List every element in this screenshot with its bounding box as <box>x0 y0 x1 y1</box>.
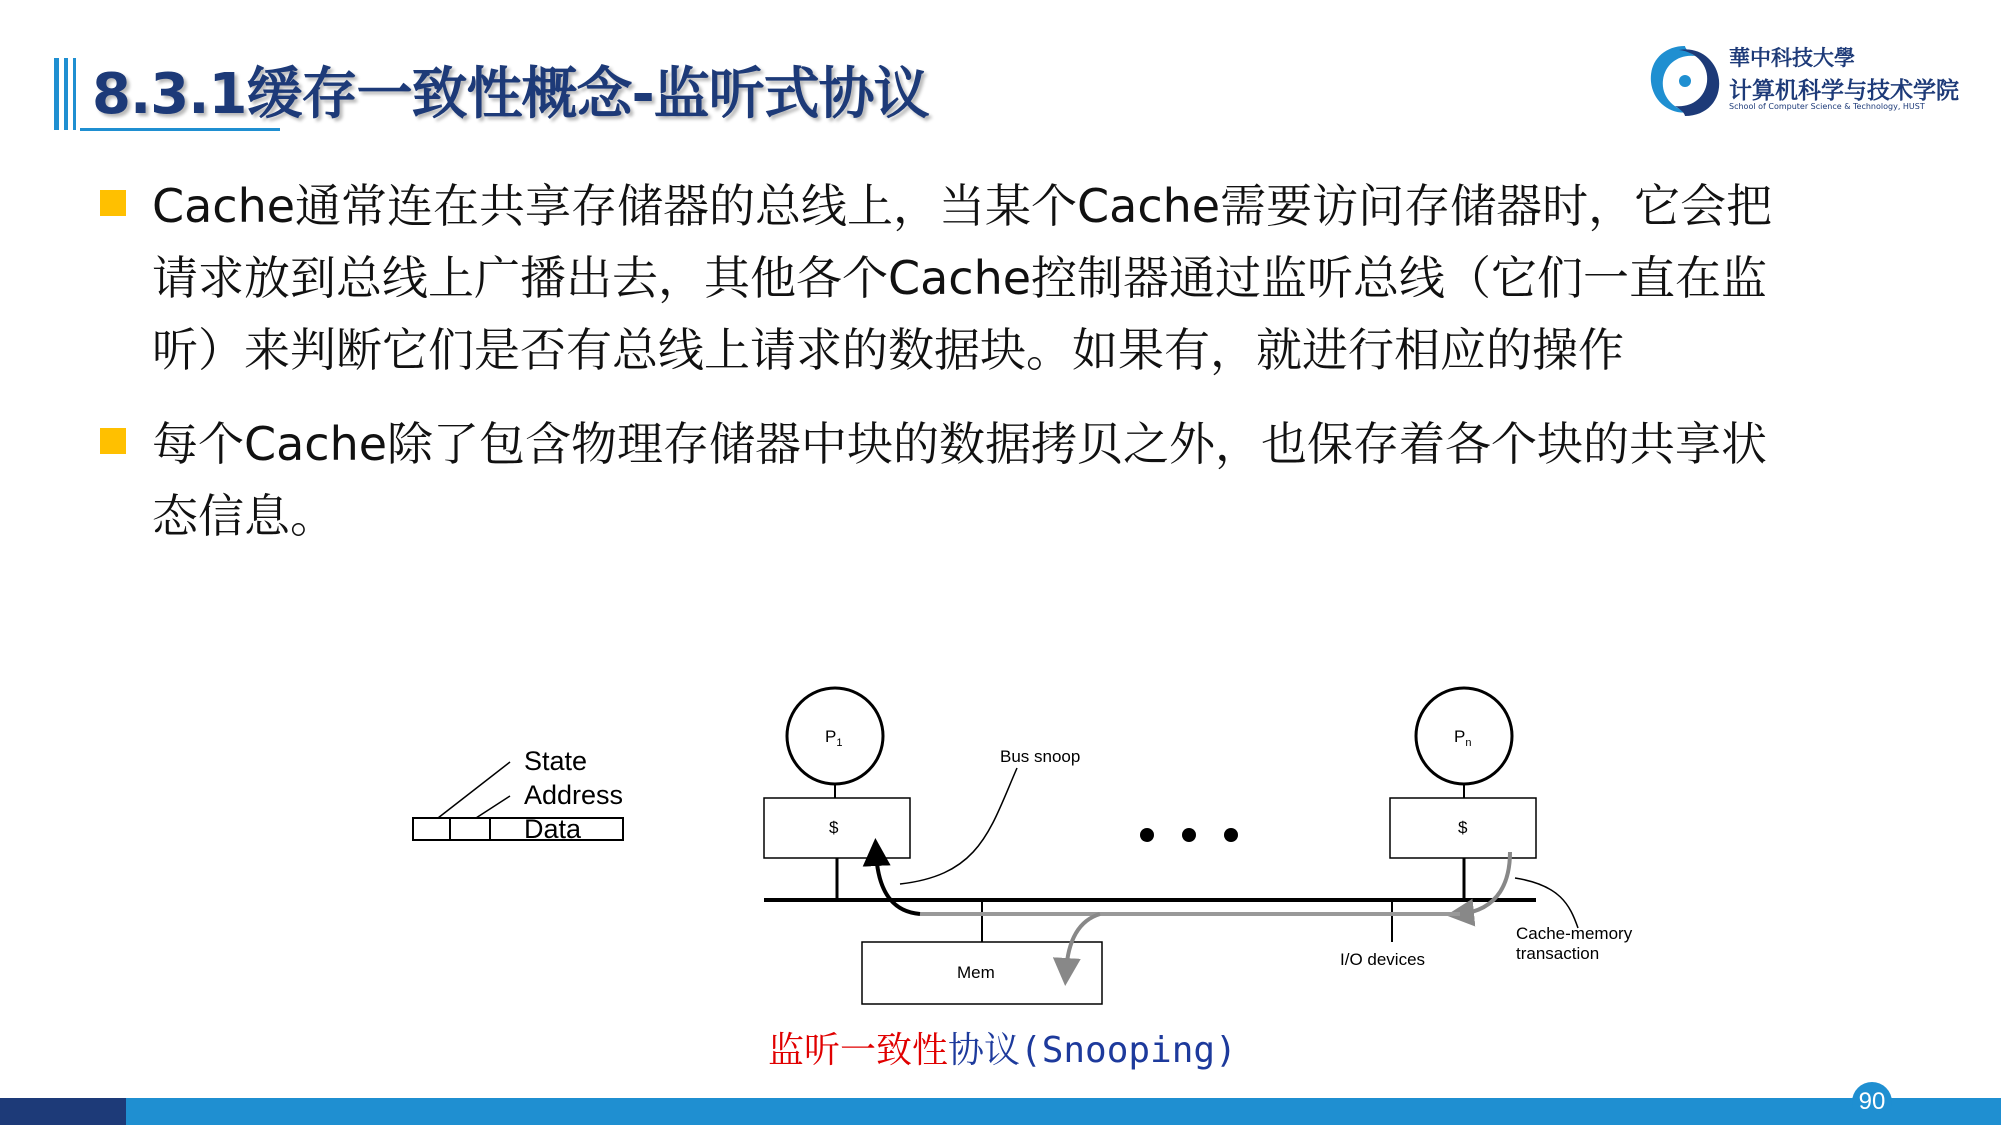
title-decoration-bar <box>64 58 68 130</box>
cache-line-structure <box>413 746 623 844</box>
title-decoration-bar <box>54 58 59 130</box>
footer-bar <box>126 1098 2001 1125</box>
cache-1-label: $ <box>829 818 839 837</box>
bullet-item <box>100 170 1780 386</box>
snoop-arrow-up <box>876 852 920 914</box>
footer-bar-dark <box>0 1098 126 1125</box>
logo-school-english: School of Computer Science & Technology, HUST <box>1729 102 1925 111</box>
cache-n-label: $ <box>1458 818 1468 837</box>
ellipsis-dot <box>1224 828 1238 842</box>
bullet-text: 每个Cache除了包含物理存储器中块的数据拷贝之外，也保存着各个块的共享状态信息。 <box>152 417 1768 543</box>
title-underline <box>80 128 280 131</box>
processor-n-label: $P_n$ <box>1454 727 1472 749</box>
bus-snoop-pointer <box>900 768 1017 884</box>
label-address: Address <box>524 780 624 810</box>
transaction-label-line2: transaction <box>1516 944 1600 963</box>
page-number: 90 <box>1852 1082 1892 1122</box>
bullet-item <box>100 408 1780 552</box>
ellipsis-dot <box>1182 828 1196 842</box>
bullet-text: Cache通常连在共享存储器的总线上，当某个Cache需要访问存储器时，它会把请求放到总线上广播出去，其他各个Cache控制器通过监听总线（它们一直在监听）来判断它们是否有总线上请求的数据块。如果有，就进行相应的操作 <box>152 179 1773 377</box>
caption-red: 监听一致性 <box>768 1030 949 1071</box>
logo-school-name: 计算机科学与技术学院 <box>1729 78 1959 104</box>
transaction-pointer <box>1515 878 1578 928</box>
processor-1-label: $P_1$ <box>825 727 843 749</box>
square-bullet-icon <box>100 190 126 216</box>
diagram-caption <box>768 1022 1237 1073</box>
bullet-list <box>100 170 1780 574</box>
label-state: State <box>524 746 588 776</box>
title-decoration-bar <box>73 58 76 130</box>
slide-title: 8.3.1缓存一致性概念-监听式协议 <box>92 62 929 127</box>
snooping-diagram-svg <box>400 680 1700 1010</box>
bus-snoop-label: Bus snoop <box>1000 747 1081 766</box>
transaction-arrow-down <box>1460 852 1510 914</box>
snooping-diagram <box>400 680 1700 1010</box>
io-devices-label: I/O devices <box>1340 950 1426 969</box>
transaction-label-line1: Cache-memory <box>1516 924 1633 943</box>
square-bullet-icon <box>100 428 126 454</box>
university-logo <box>1645 40 1965 122</box>
logo-university-name: 華中科技大學 <box>1729 45 1855 70</box>
swirl-logo-icon <box>1645 40 1725 122</box>
caption-blue: 协议(Snooping) <box>948 1030 1237 1071</box>
label-data: Data <box>524 814 582 844</box>
ellipsis-dot <box>1140 828 1154 842</box>
memory-label: Mem <box>957 963 995 982</box>
